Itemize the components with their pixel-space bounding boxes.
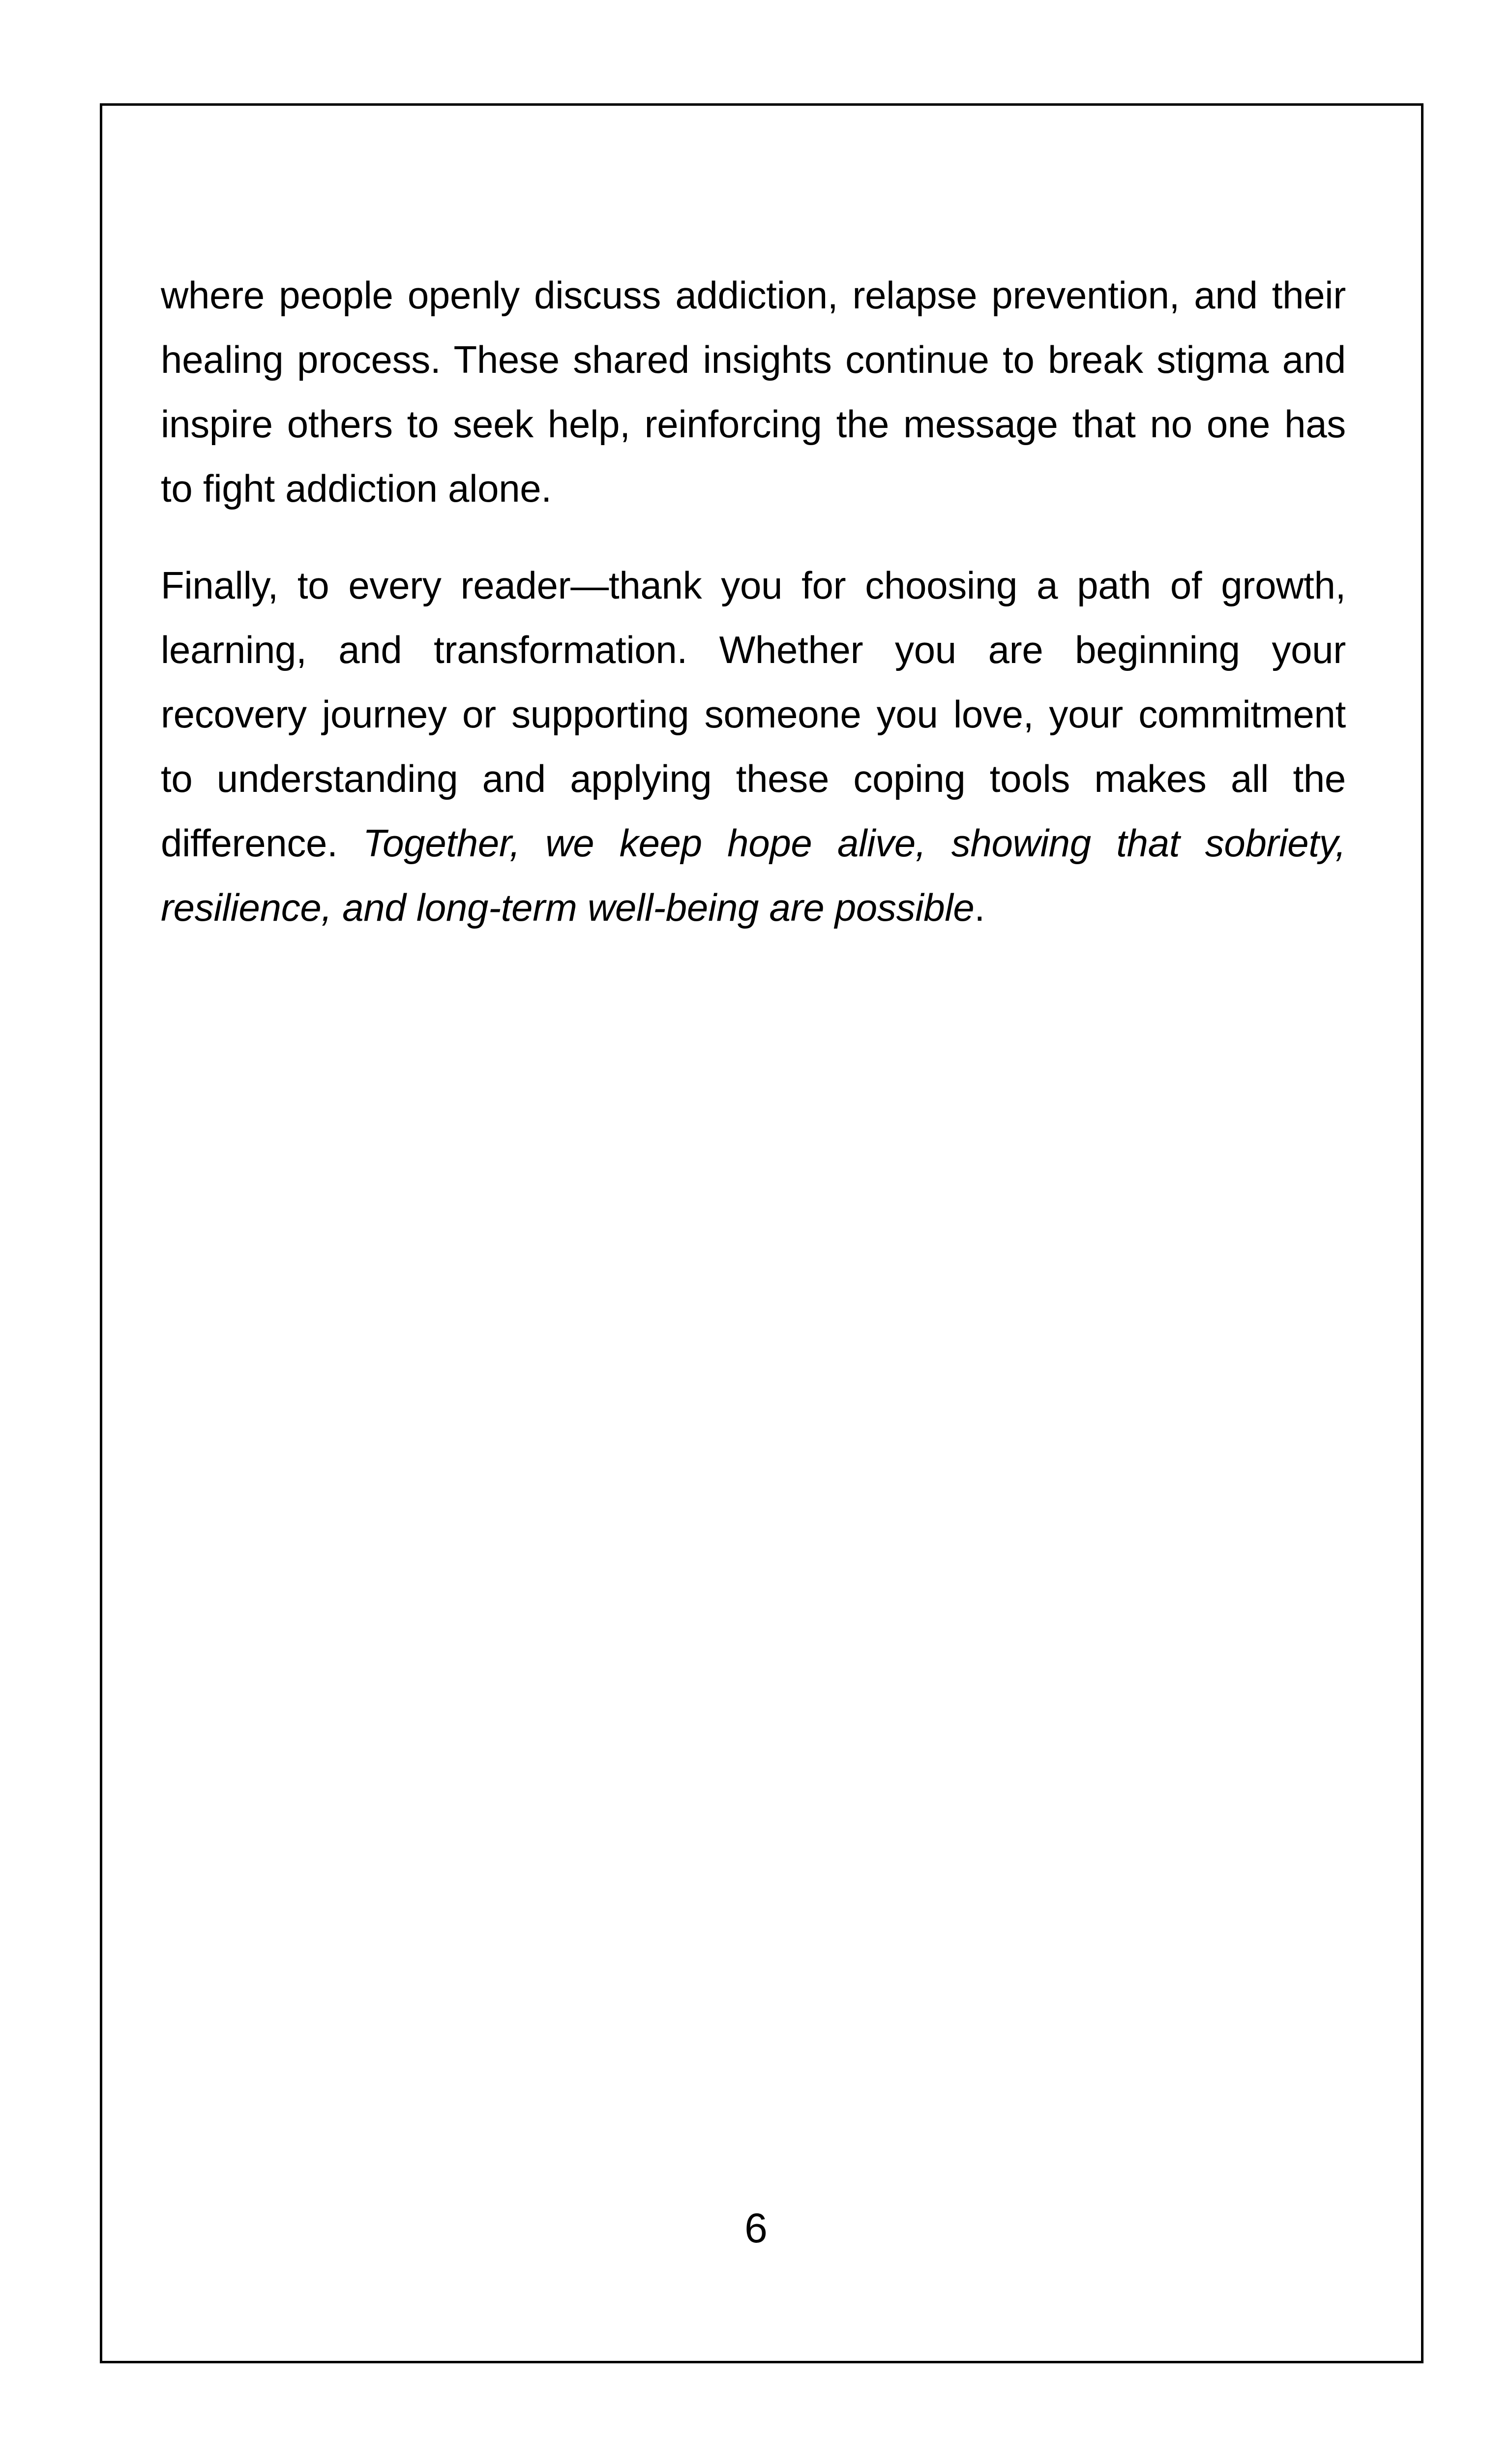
paragraph-2-text: Finally, to every reader—thank you for choosing a path of growth, learning, and transformation. Whether you are beginning your recovery journey or supporting someone you love, your commitment to understanding and applying these coping tools makes all the difference. (161, 564, 1346, 865)
paragraph-2-emphasis: Together, we keep hope alive, showing that sobriety, resilience, and long-term well-being are possible (161, 821, 1346, 929)
body-text (161, 263, 1346, 940)
paragraph-2 (161, 553, 1346, 940)
paragraph-1 (161, 263, 1346, 521)
page-number: 6 (744, 2205, 768, 2251)
paragraph-1-text: where people openly discuss addiction, relapse prevention, and their healing process. These shared insights continue to break stigma and inspire others to seek help, reinforcing the message that no one has to fight addiction alone. (161, 273, 1346, 510)
paragraph-2-trailing: . (974, 886, 985, 929)
